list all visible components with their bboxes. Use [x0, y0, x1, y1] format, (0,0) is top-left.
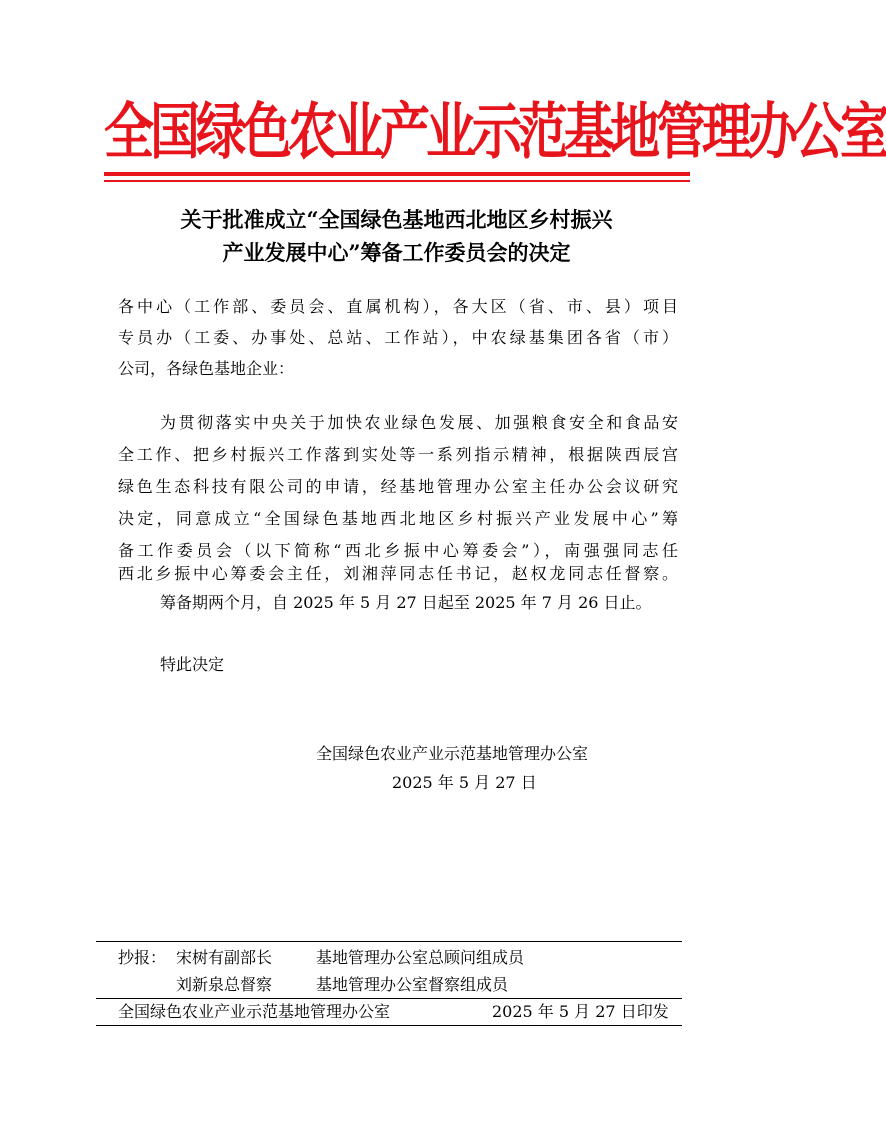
- footer-top-rule: [96, 941, 682, 942]
- body-line: 全工作、把乡村振兴工作落到实处等一系列指示精神，根据陕西辰宫: [118, 445, 678, 464]
- cc-label: 抄报：: [118, 948, 167, 967]
- body-line: 筹备期两个月，自 2025 年 5 月 27 日起至 2025 年 7 月 26 日止。: [160, 593, 652, 612]
- masthead-org-name: 全国绿色农业产业示范基地管理办公室: [104, 96, 886, 168]
- body-line: 备工作委员会（以下简称“西北乡振中心筹委会”），南强强同志任: [118, 541, 678, 560]
- addressee-line: 专员办（工委、办事处、总站、工作站），中农绿基集团各省（市）: [118, 328, 678, 347]
- signature-org: 全国绿色农业产业示范基地管理办公室: [316, 744, 589, 763]
- addressee-line: 公司，各绿色基地企业：: [118, 359, 295, 378]
- document-title-line-1: 关于批准成立“全国绿色基地西北地区乡村振兴: [180, 207, 613, 232]
- body-line: 为贯彻落实中央关于加快农业绿色发展、加强粮食安全和食品安: [160, 413, 678, 432]
- masthead-red-rule-thin: [104, 180, 690, 182]
- body-line: 西北乡振中心筹委会主任，刘湘萍同志任书记，赵权龙同志任督察。: [118, 564, 678, 583]
- closing-text: 特此决定: [160, 655, 225, 674]
- document-title-line-2: 产业发展中心”筹备工作委员会的决定: [222, 240, 571, 265]
- cc-role: 基地管理办公室总顾问组成员: [316, 948, 525, 967]
- cc-role: 基地管理办公室督察组成员: [316, 975, 509, 994]
- body-line: 绿色生态科技有限公司的申请，经基地管理办公室主任办公会议研究: [118, 477, 678, 496]
- addressee-line: 各中心（工作部、委员会、直属机构），各大区（省、市、县）项目: [118, 297, 678, 316]
- issue-date: 2025 年 5 月 27 日印发: [492, 1002, 669, 1021]
- footer-middle-rule: [96, 998, 682, 999]
- body-line: 决定，同意成立“全国绿色基地西北地区乡村振兴产业发展中心”筹: [118, 509, 678, 528]
- cc-name: 宋树有副部长: [176, 948, 273, 967]
- issuer-org: 全国绿色农业产业示范基地管理办公室: [118, 1002, 391, 1021]
- masthead-red-rule-thick: [104, 172, 690, 176]
- cc-name: 刘新泉总督察: [176, 975, 273, 994]
- signature-date: 2025 年 5 月 27 日: [392, 773, 537, 792]
- footer-bottom-rule: [96, 1025, 682, 1026]
